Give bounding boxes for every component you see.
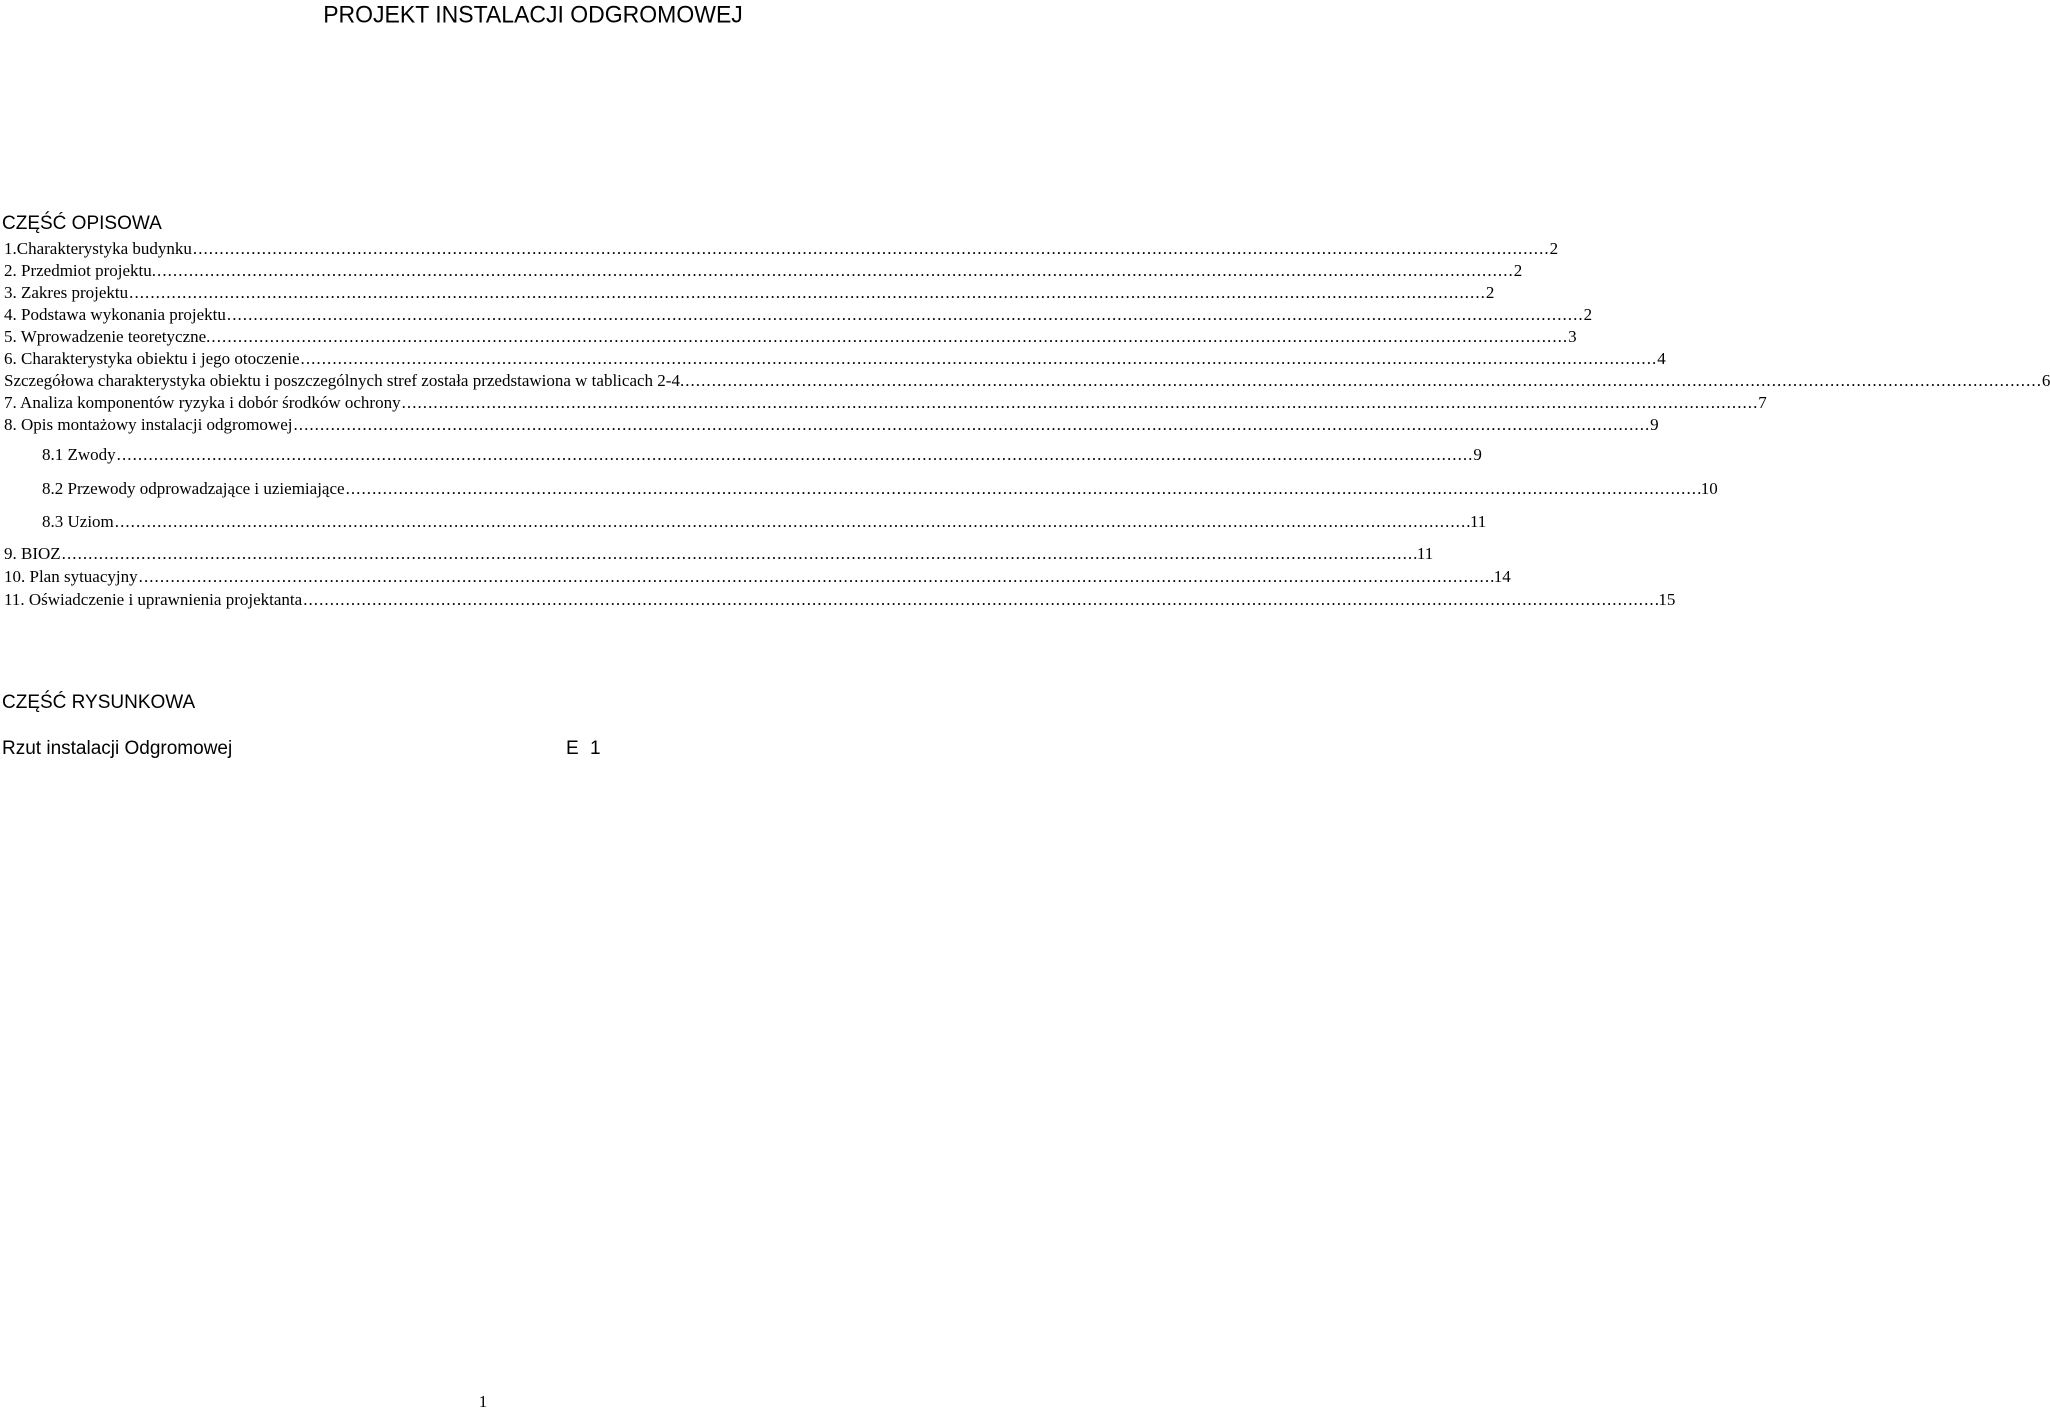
toc-subentry[interactable] (4, 478, 1718, 500)
toc-entry[interactable] (4, 392, 1767, 414)
toc-entry-text: 3. Zakres projektu (4, 283, 129, 302)
toc-entry-page: 2 (1549, 239, 1559, 258)
toc-leader-dots (193, 238, 1547, 260)
toc-entry-page: 2 (1583, 305, 1593, 324)
toc-entry[interactable] (4, 282, 1495, 304)
toc-entry-text: 10. Plan sytuacyjny (4, 567, 138, 586)
toc-entry-page: 11 (1416, 544, 1434, 563)
toc-entry[interactable] (4, 304, 1593, 326)
toc-entry-page: 4 (1657, 349, 1666, 368)
toc-entry-page: 7 (1758, 393, 1767, 412)
toc-leader-dots (293, 414, 1647, 436)
toc-subentry[interactable] (4, 444, 1482, 466)
toc-leader-dots (139, 566, 1493, 588)
toc-subentry[interactable] (4, 511, 1487, 533)
toc-leader-dots (129, 282, 1483, 304)
toc-entry-page: 3 (1568, 327, 1577, 346)
toc-entry-page: 15 (1658, 590, 1676, 609)
toc-entry[interactable] (4, 326, 1577, 348)
toc-leader-dots (402, 392, 1756, 414)
toc-leader-dots (227, 304, 1581, 326)
drawing-name: Rzut instalacji Odgromowej (2, 738, 233, 759)
toc-leader-dots (157, 260, 1511, 282)
toc-entry[interactable] (4, 370, 2050, 392)
toc-entry-text: 8.1 Zwody (42, 445, 116, 464)
toc-entry-text: Szczegółowa charakterystyka obiektu i poszczególnych stref została przedstawiona w tablicach 2-4. (4, 371, 685, 390)
toc-entry-page: 2 (1485, 283, 1495, 302)
descriptive-section-heading: CZĘŚĆ OPISOWA (2, 213, 162, 234)
drawings-section-heading: CZĘŚĆ RYSUNKOWA (2, 692, 196, 713)
toc-entry-page: 2 (1513, 261, 1523, 280)
document-title: PROJEKT INSTALACJI ODGROMOWEJ (323, 0, 743, 28)
toc-entry-text: 1.Charakterystyka budynku (4, 239, 192, 258)
toc-leader-dots (117, 444, 1471, 466)
toc-entry-page: 11 (1469, 512, 1487, 531)
drawing-code: E 1 (566, 738, 601, 759)
toc-leader-dots (115, 511, 1469, 533)
toc-entry[interactable] (4, 348, 1666, 370)
toc-entry-text: 11. Oświadczenie i uprawnienia projektanta (4, 590, 303, 609)
toc-entry[interactable] (4, 414, 1659, 436)
toc-leader-dots (62, 543, 1416, 565)
toc-entry-page: 9 (1650, 415, 1659, 434)
toc-entry-page: 9 (1473, 445, 1482, 464)
toc-entry-text: 9. BIOZ (4, 544, 61, 563)
toc-entry[interactable] (4, 260, 1523, 282)
toc-leader-dots (346, 478, 1700, 500)
toc-leader-dots (301, 348, 1655, 370)
toc-entry-text: 8.2 Przewody odprowadzające i uziemiające (42, 479, 345, 498)
toc-entry-text: 8. Opis montażowy instalacji odgromowej (4, 415, 293, 434)
toc-entry-text: 4. Podstawa wykonania projektu (4, 305, 226, 324)
toc-leader-dots (685, 370, 2039, 392)
toc-entry-page: 14 (1493, 567, 1511, 586)
toc-entry-page: 10 (1700, 479, 1718, 498)
toc-entry[interactable] (4, 566, 1511, 588)
toc-entry-text: 6. Charakterystyka obiektu i jego otoczenie (4, 349, 300, 368)
toc-entry-text: 5. Wprowadzenie teoretyczne. (4, 327, 211, 346)
toc-entry-text: 8.3 Uziom (42, 512, 114, 531)
page-number: 1 (478, 1392, 488, 1411)
toc-entry[interactable] (4, 589, 1676, 611)
toc-entry-text: 2. Przedmiot projektu. (4, 261, 157, 280)
toc-leader-dots (211, 326, 1565, 348)
toc-leader-dots (303, 589, 1657, 611)
toc-entry[interactable] (4, 238, 1559, 260)
toc-entry[interactable] (4, 543, 1434, 565)
toc-entry-text: 7. Analiza komponentów ryzyka i dobór środków ochrony (4, 393, 401, 412)
toc-entry-page: 6 (2041, 371, 2050, 390)
